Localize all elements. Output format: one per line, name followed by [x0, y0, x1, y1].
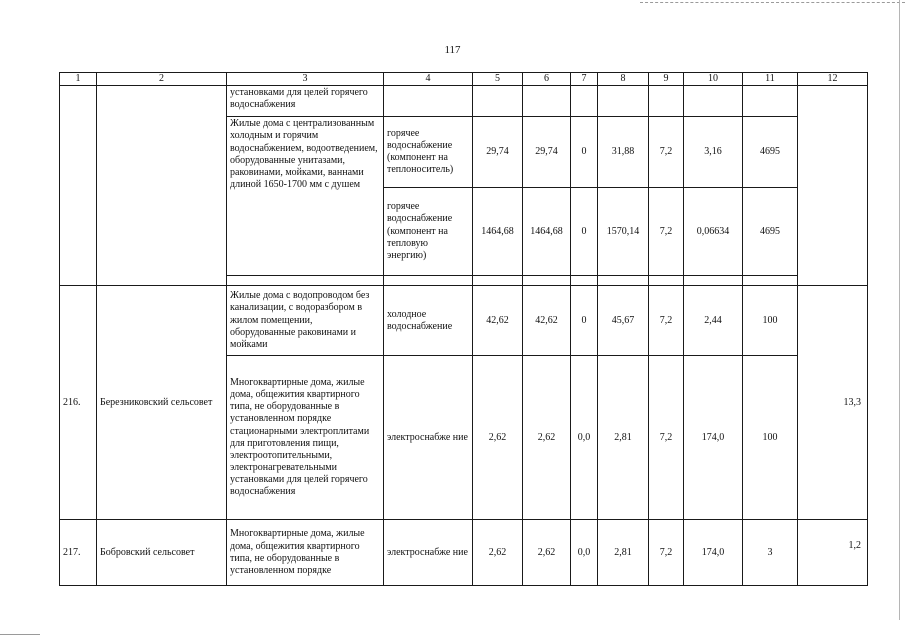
cell-value	[649, 276, 684, 286]
cell-description: Многоквартирные дома, жилые дома, общежития квартирного типа, не оборудованные в установленном порядке стационарными электроплитами для приготовления пищи, электроотопительными, электронагревательными установками для целей горячего водоснабжения	[227, 356, 384, 520]
cell-value	[649, 86, 684, 117]
header-cell: 6	[523, 73, 571, 86]
cell-value	[571, 276, 598, 286]
cell-value: 0	[571, 188, 598, 276]
table-row	[60, 286, 868, 356]
cell-value: 29,74	[473, 117, 523, 188]
cell-value	[684, 86, 743, 117]
cell-value: 174,0	[684, 520, 743, 586]
cell-description: установками для целей горячего водоснабжения	[227, 86, 384, 117]
cell-value	[571, 86, 598, 117]
cell-value: 2,44	[684, 286, 743, 356]
cell-value: 42,62	[523, 286, 571, 356]
cell-value: 45,67	[598, 286, 649, 356]
header-cell: 8	[598, 73, 649, 86]
cell-value: 174,0	[684, 356, 743, 520]
cell-value: 7,2	[649, 188, 684, 276]
cell-value: 0,06634	[684, 188, 743, 276]
cell-value	[743, 86, 798, 117]
cell-description	[227, 276, 384, 286]
cell-value	[684, 276, 743, 286]
cell-number: 217.	[60, 520, 97, 586]
header-cell: 10	[684, 73, 743, 86]
cell-value: 7,2	[649, 117, 684, 188]
cell-value: 1464,68	[523, 188, 571, 276]
cell-value: 7,2	[649, 520, 684, 586]
scan-edge-top	[640, 2, 905, 3]
cell-number: 216.	[60, 286, 97, 520]
cell-service	[384, 276, 473, 286]
table-row	[60, 86, 868, 117]
table-row	[60, 520, 868, 586]
cell-value: 2,81	[598, 520, 649, 586]
cell-value: 4695	[743, 188, 798, 276]
cell-description: Жилые дома с централизованным холодным и горячим водоснабжением, водоотведением, оборудованные унитазами, раковинами, мойками, ваннами длиной 1650-1700 мм с душем	[227, 117, 384, 276]
cell-value: 2,62	[473, 356, 523, 520]
cell-value: 0,0	[571, 520, 598, 586]
cell-number	[60, 86, 97, 286]
cell-col12: 13,3	[798, 286, 868, 520]
cell-value	[473, 276, 523, 286]
cell-service	[384, 86, 473, 117]
cell-service: электроснабже ние	[384, 520, 473, 586]
cell-value: 4695	[743, 117, 798, 188]
cell-service: горячее водоснабжение (компонент на тепловую энергию)	[384, 188, 473, 276]
header-cell: 11	[743, 73, 798, 86]
cell-value: 7,2	[649, 286, 684, 356]
cell-value: 29,74	[523, 117, 571, 188]
cell-value: 1464,68	[473, 188, 523, 276]
cell-settlement	[97, 86, 227, 286]
cell-value	[598, 276, 649, 286]
header-cell: 5	[473, 73, 523, 86]
cell-settlement: Бобровский сельсовет	[97, 520, 227, 586]
cell-value	[523, 86, 571, 117]
cell-col12	[798, 86, 868, 286]
cell-value: 3	[743, 520, 798, 586]
header-cell: 7	[571, 73, 598, 86]
cell-value: 2,62	[523, 356, 571, 520]
cell-value: 2,62	[523, 520, 571, 586]
page-number: 117	[444, 44, 461, 56]
header-cell: 9	[649, 73, 684, 86]
cell-service: электроснабже ние	[384, 356, 473, 520]
cell-value: 100	[743, 286, 798, 356]
cell-value	[743, 276, 798, 286]
header-cell: 2	[97, 73, 227, 86]
cell-value: 3,16	[684, 117, 743, 188]
cell-value: 2,62	[473, 520, 523, 586]
cell-value: 2,81	[598, 356, 649, 520]
cell-service: горячее водоснабжение (компонент на теплоноситель)	[384, 117, 473, 188]
cell-value: 31,88	[598, 117, 649, 188]
cell-value	[473, 86, 523, 117]
cell-value	[523, 276, 571, 286]
cell-col12: 1,2	[798, 520, 868, 586]
header-cell: 4	[384, 73, 473, 86]
cell-value	[598, 86, 649, 117]
cell-value: 100	[743, 356, 798, 520]
cell-value: 0	[571, 286, 598, 356]
header-row	[60, 73, 868, 86]
cell-value: 0,0	[571, 356, 598, 520]
cell-value: 42,62	[473, 286, 523, 356]
header-cell: 12	[798, 73, 868, 86]
cell-settlement: Березниковский сельсовет	[97, 286, 227, 520]
cell-description: Жилые дома с водопроводом без канализации, с водоразбором в жилом помещении, оборудованные раковинами и мойками	[227, 286, 384, 356]
scan-edge-bottom	[0, 634, 40, 635]
cell-value: 0	[571, 117, 598, 188]
header-cell: 1	[60, 73, 97, 86]
header-cell: 3	[227, 73, 384, 86]
scan-edge-right	[899, 0, 900, 620]
tariff-table	[59, 72, 868, 586]
cell-value: 1570,14	[598, 188, 649, 276]
cell-value: 7,2	[649, 356, 684, 520]
cell-description: Многоквартирные дома, жилые дома, общежития квартирного типа, не оборудованные в установленном порядке	[227, 520, 384, 586]
cell-service: холодное водоснабжение	[384, 286, 473, 356]
